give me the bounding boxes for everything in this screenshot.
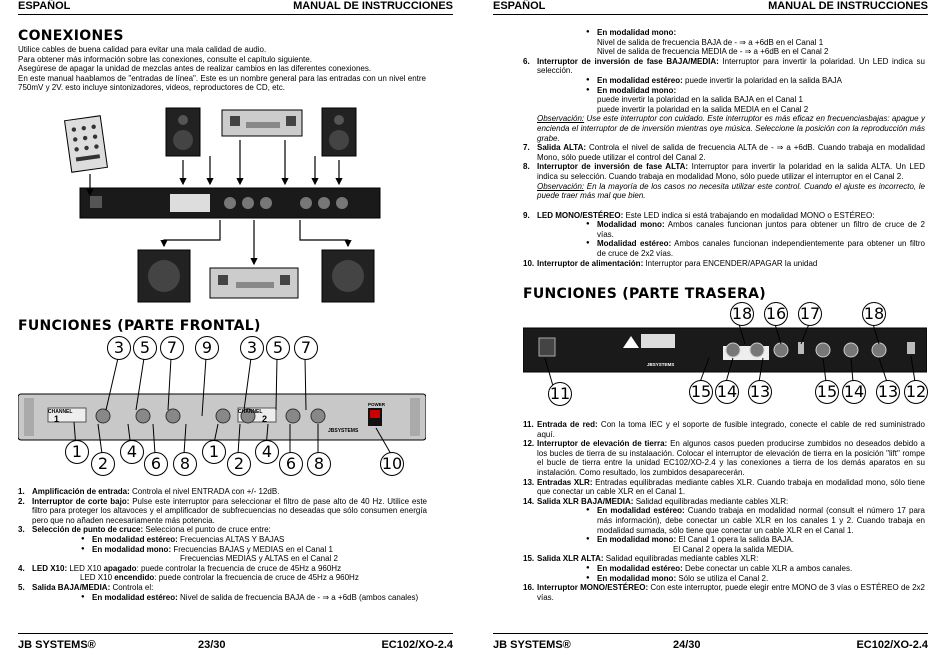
rear-functions-list	[523, 420, 925, 602]
front-functions-list	[18, 487, 427, 602]
callout-6: 6	[144, 452, 168, 476]
bullet-continuation: Nivel de salida de frecuencia BAJA de - ⇒ a +6dB en el Canal 1	[597, 37, 824, 47]
bullet-item: ● En modalidad estéreo: Frecuencias ALTAS Y BAJAS	[78, 535, 427, 545]
callout-1: 1	[202, 440, 226, 464]
callout-6: 6	[279, 452, 303, 476]
callout-16: 16	[764, 302, 788, 326]
bullet-item: ● En modalidad mono: El Canal 1 opera la salida BAJA.	[583, 535, 925, 545]
conexiones-line: Utilice cables de buena calidad para evitar una mala calidad de audio.	[18, 45, 267, 54]
callout-7: 7	[160, 336, 184, 360]
list-item: 2. Interruptor de corte bajo: Pulse este interruptor para seleccionar el filtro de pase alto de 40 Hz. Utilice este filtro para proteger los altavoces y el amplificador de subfrecuencias no deseadas que sólo consumen energía pero que no añaden necesariamente más potencia.	[18, 496, 428, 525]
bullet-item: ● En modalidad mono: Frecuencias BAJAS y MEDIAS en el Canal 1	[78, 545, 427, 555]
callout-8: 8	[173, 452, 197, 476]
list-item: 15. Salida XLR ALTA: Salidad equilibradas mediante cables XLR:	[523, 554, 759, 564]
bullet-item: ● En modalidad mono:	[583, 86, 925, 96]
page-24	[475, 0, 950, 654]
list-item: 5. Salida BAJA/MEDIA: Controla el:	[18, 582, 154, 592]
conexiones-text	[18, 45, 426, 93]
list-item: 10. Interruptor de alimentación: Interruptor para ENCENDER/APAGAR la unidad	[523, 258, 818, 268]
bullet-item: ● En modalidad estéreo: Nivel de salida de frecuencia BAJA de - ⇒ a +6dB (ambos canales)	[78, 593, 427, 603]
list-item: 8. Interruptor de inversión de fase ALTA: Interruptor para invertir la polaridad en la salida ALTA. Un LED indica su selección. Cuando trabaja en modalidad Mono, sólo puede utilizar el interruptor en el Canal 2.	[523, 162, 925, 181]
callout-2: 2	[91, 452, 115, 476]
connection-diagram	[60, 100, 400, 310]
conexiones-line: Asegúrese de apagar la unidad de mezclas antes de realizar cambios en las diferentes conexiones.	[18, 64, 372, 74]
footer-page-number: 23/30	[198, 639, 226, 651]
list-item: 7. Salida ALTA: Controla el nivel de salida de frecuencia ALTA de - ⇒ a +6dB. Cuando trabaja en modalidad Mono, sólo puede utilizar el control del Canal 2.	[523, 143, 926, 162]
channel-2-label: CHANNEL	[238, 409, 263, 415]
callout-13: 13	[748, 380, 772, 404]
amplifier-top	[222, 110, 302, 136]
conexiones-heading: CONEXIONES	[18, 28, 124, 44]
callout-12: 12	[904, 380, 928, 404]
footer-model: EC102/XO-2.4	[381, 639, 453, 651]
observation-note: Observación: En la mayoría de los casos no necesita utilizar este control. Cuando el ajuste es incorrecto, le puede traer más mal que bien.	[537, 181, 925, 201]
callout-17: 17	[798, 302, 822, 326]
callout-14: 14	[715, 380, 739, 404]
panel-brand-logo: JBSYSTEMS	[328, 428, 359, 434]
callout-3: 3	[240, 336, 264, 360]
header-title: MANUAL DE INSTRUCCIONES	[768, 0, 928, 12]
bullet-item: ● Modalidad estéreo: Ambos canales funcionan independientemente para obtener un filtro de cruce de 2x2 vías.	[583, 239, 925, 258]
header-title: MANUAL DE INSTRUCCIONES	[293, 0, 453, 12]
callout-15: 15	[689, 380, 713, 404]
callout-5: 5	[133, 336, 157, 360]
callout-15: 15	[815, 380, 839, 404]
bullet-item: ● Modalidad mono: Ambos canales funcionan juntos para obtener un filtro de cruce de 2 vías.	[583, 220, 925, 239]
bullet-item: ● En modalidad mono: Sólo se utiliza el Canal 2.	[583, 574, 925, 584]
front-functions-list-continued	[523, 28, 925, 268]
channel-2-number: 2	[262, 414, 268, 424]
bullet-item: ● En modalidad estéreo: Cuando trabaja en modalidad normal (consult el número 17 para más información), debe conectar un cable XLR en los canales 1 y 2. Cuando trabaja en modalidad sumada, sólo tiene que conectar un cable XLR en el Canal 1.	[583, 506, 925, 535]
speaker-top-left	[166, 108, 200, 156]
subwoofer-right	[322, 250, 374, 302]
list-item: 6. Interruptor de inversión de fase BAJA/MEDIA: Interruptor para invertir la polaridad. Un LED indica su selección.	[523, 56, 925, 76]
crossover-rear-unit	[80, 188, 380, 218]
power-label: POWER	[368, 402, 386, 407]
bullet-continuation: Nivel de salida de frecuencia MEDIA de - ⇒ a +6dB en el Canal 2	[597, 47, 829, 57]
bullet-item: ● En modalidad estéreo: Debe conectar un cable XLR a ambos canales.	[583, 564, 925, 574]
list-item: 4. LED X10: LED X10 apagado: puede controlar la frecuencia de cruce de 45Hz a 960Hz	[18, 563, 342, 573]
footer-model: EC102/XO-2.4	[856, 639, 928, 651]
subwoofer-left	[138, 250, 190, 302]
page-footer	[493, 633, 928, 652]
observation-note: Observación: Use este interruptor con cuidado. Este interruptor es más eficaz en frecuenciasbajas: apague y encienda el interruptor de de inversión mientras oye música. Seleccione la posición con la reproducción más grabe.	[537, 114, 925, 143]
callout-8: 8	[307, 452, 331, 476]
list-item: 13. Entradas XLR: Entradas equilibradas mediante cables XLR. Cuando trabaja en modalidad mono, sólo tiene que conectar un cable XLR en el Canal 1.	[523, 477, 925, 497]
footer-brand: JB SYSTEMS®	[493, 639, 571, 651]
callout-18: 18	[730, 302, 754, 326]
header-language: ESPAÑOL	[493, 0, 546, 12]
bullet-item: ● En modalidad estéreo: puede invertir la polaridad en la salida BAJA	[583, 76, 925, 86]
channel-1-label: CHANNEL	[48, 409, 73, 415]
conexiones-line: Para obtener más información sobre las conexiones, consulte el capítulo siguiente.	[18, 54, 312, 64]
channel-1-number: 1	[54, 414, 60, 424]
callout-7: 7	[294, 336, 318, 360]
list-item: 9. LED MONO/ESTÉREO: Este LED indica si está trabajando en modalidad MONO o ESTÉREO:	[523, 210, 875, 220]
bullet-continuation: Frecuencias MEDIAS y ALTAS en el Canal 2	[180, 554, 338, 564]
bullet-continuation: puede invertir la polaridad en la salida MEDIA en el Canal 2	[597, 104, 809, 114]
callout-3: 3	[107, 336, 131, 360]
bullet-item: ● En modalidad mono:	[583, 28, 925, 38]
callout-4: 4	[120, 440, 144, 464]
callout-9: 9	[195, 336, 219, 360]
amplifier-bottom	[210, 268, 298, 298]
callout-5: 5	[266, 336, 290, 360]
page-footer	[18, 633, 453, 652]
footer-page-number: 24/30	[673, 639, 701, 651]
conexiones-line: En este manual haablamos de "entradas de línea". Este es un nombre general para las entradas con un nivel entre 750mV y 2V. esto incluye sintonizadores, videos, reproductores de CD, etc.	[18, 73, 426, 93]
callout-14: 14	[842, 380, 866, 404]
callout-11: 11	[548, 382, 572, 406]
list-item: 11. Entrada de red: Con la toma IEC y el soporte de fusible integrado, conecte el cable de red suministrado aquí.	[523, 420, 925, 439]
callout-18: 18	[862, 302, 886, 326]
bullet-continuation: puede invertir la polaridad en la salida BAJA en el Canal 1	[597, 95, 803, 105]
bullet-continuation: El Canal 2 opera la salida MEDIA.	[673, 544, 794, 554]
list-item-continuation: LED X10 encendido: puede controlar la frecuencia de cruce de 45Hz a 960Hz	[80, 573, 359, 583]
callout-2: 2	[227, 452, 251, 476]
mixer-image	[65, 116, 108, 173]
page-header	[493, 0, 928, 15]
callout-13: 13	[876, 380, 900, 404]
rear-brand-logo: JBSYSTEMS	[647, 362, 675, 367]
rear-functions-heading: FUNCIONES (PARTE TRASERA)	[523, 286, 766, 302]
front-functions-heading: FUNCIONES (PARTE FRONTAL)	[18, 318, 261, 334]
list-item: 14. Salida XLR BAJA/MEDIA: Salidad equilibradas mediante cables XLR:	[523, 496, 789, 506]
callout-1: 1	[65, 440, 89, 464]
front-panel-figure	[18, 336, 426, 476]
list-item: 12. Interruptor de elevación de tierra: En algunos casos pueden producirse zumbidos no deseados debido a los bucles de tierra de su instalaación. Colocar el interruptor de elevación de tierra en la posición "lift" rompe el bucle de tierra entre la unidad EC102/XO-2.4 y las conexiones a tierra de los demás aparatos en su instalación. Como resultado, los zumbidos desaparecerán.	[523, 439, 925, 477]
footer-brand: JB SYSTEMS®	[18, 639, 96, 651]
list-item: 3. Selección de punto de cruce: Selecciona el punto de cruce entre:	[18, 525, 271, 535]
rear-panel-figure	[523, 302, 927, 408]
header-language: ESPAÑOL	[18, 0, 71, 12]
list-item: 16. Interruptor MONO/ESTÉREO: Con este interruptor, puede elegir entre MONO de 3 vías o ESTÉREO de 2x2 vías.	[523, 583, 925, 602]
page-header	[18, 0, 453, 15]
list-item: 1. Amplificación de entrada: Controla el nivel ENTRADA con +/- 12dB.	[18, 487, 280, 496]
callout-4: 4	[255, 440, 279, 464]
callout-10: 10	[380, 452, 404, 476]
speaker-top-right	[322, 108, 356, 156]
